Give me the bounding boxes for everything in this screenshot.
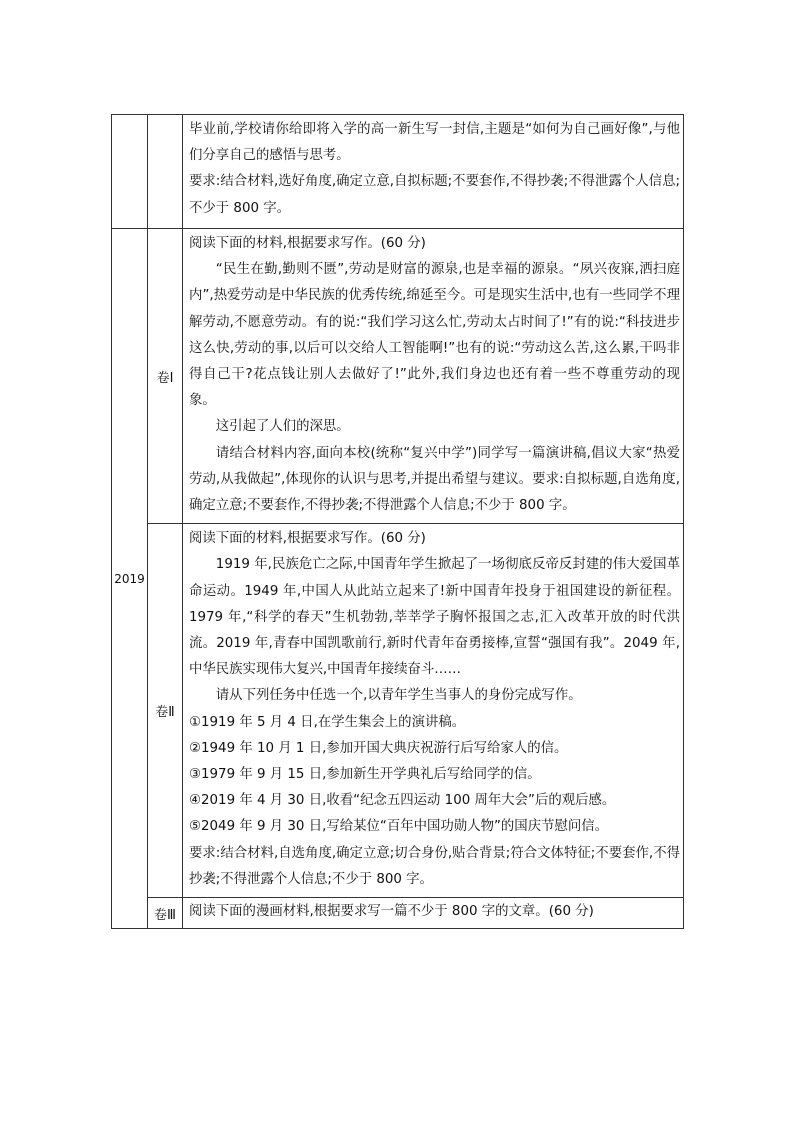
year-cell: 2019 <box>112 229 148 929</box>
paragraph: 请从下列任务中任选一个,以青年学生当事人的身份完成写作。 <box>215 688 582 704</box>
content-cell <box>183 524 684 898</box>
table-row <box>112 524 684 898</box>
year-cell-empty <box>112 115 148 229</box>
paragraph: 请结合材料内容,面向本校(统称“复兴中学”)同学写一篇演讲稿,倡议大家“热爱劳动,从我做起”,体现你的认识与思考,并提出希望与建议。要求:自拟标题,自选角度,确定立意;不要套作,不得抄袭;不得泄露个人信息;不少于 800 字。 <box>189 445 680 514</box>
table-row <box>112 115 684 229</box>
paragraph: 毕业前,学校请你给即将入学的高一新生写一封信,主题是“如何为自己画好像”,与他们分享自己的感悟与思考。 <box>189 122 680 164</box>
volume-label: 卷Ⅰ <box>148 229 183 524</box>
paragraph: 1919 年,民族危亡之际,中国青年学生掀起了一场彻底反帝反封建的伟大爱国革命运动。1949 年,中国人从此站立起来了!新中国青年投身于祖国建设的新征程。1979 年,“科学的春天”生机勃勃,莘莘学子胸怀报国之志,汇入改革开放的时代洪流。2019 年,青春中国凯歌前行,新时代青年奋勇接棒,宣誓“强国有我”。2049 年,中华民族实现伟大复兴,中国青年接续奋斗…… <box>189 557 680 678</box>
task-item: ①1919 年 5 月 4 日,在学生集会上的演讲稿。 <box>189 714 466 730</box>
requirement-text: 要求:结合材料,自选角度,确定立意;切合身份,贴合背景;符合文体特征;不要套作,不得抄袭;不得泄露个人信息;不少于 800 字。 <box>189 845 680 887</box>
paragraph: 这引起了人们的深思。 <box>215 419 350 435</box>
volume-cell-empty <box>148 115 183 229</box>
task-item: ⑤2049 年 9 月 30 日,写给某位“百年中国功勋人物”的国庆节慰问信。 <box>189 819 609 835</box>
content-cell <box>183 898 684 929</box>
intro-text: 阅读下面的漫画材料,根据要求写一篇不少于 800 字的文章。(60 分) <box>189 904 594 920</box>
task-item: ④2019 年 4 月 30 日,收看“纪念五四运动 100 周年大会”后的观后感。 <box>189 793 616 809</box>
content-cell <box>183 229 684 524</box>
intro-text: 阅读下面的材料,根据要求写作。(60 分) <box>189 236 426 251</box>
paragraph: “民生在勤,勤则不匮”,劳动是财富的源泉,也是幸福的源泉。“夙兴夜寐,洒扫庭内”,热爱劳动是中华民族的优秀传统,绵延至今。可是现实生活中,也有一些同学不理解劳动,不愿意劳动。有的说:“我们学习这么忙,劳动太占时间了!”有的说:“科技进步这么快,劳动的事,以后可以交给人工智能啊!”也有的说:“劳动这么苦,这么累,干吗非得自己干?花点钱让别人去做好了!”此外,我们身边也还有着一些不尊重劳动的现象。 <box>189 262 680 409</box>
volume-label: 卷Ⅲ <box>148 898 183 929</box>
volume-label: 卷Ⅱ <box>148 524 183 898</box>
table-row <box>112 229 684 524</box>
exam-table <box>111 114 684 929</box>
intro-text: 阅读下面的材料,根据要求写作。(60 分) <box>189 531 426 547</box>
task-item: ③1979 年 9 月 15 日,参加新生开学典礼后写给同学的信。 <box>189 767 541 783</box>
table-row <box>112 898 684 929</box>
requirement-text: 要求:结合材料,选好角度,确定立意,自拟标题;不要套作,不得抄袭;不得泄露个人信息;不少于 800 字。 <box>189 174 680 216</box>
task-item: ②1949 年 10 月 1 日,参加开国大典庆祝游行后写给家人的信。 <box>189 740 568 756</box>
content-cell <box>183 115 684 229</box>
